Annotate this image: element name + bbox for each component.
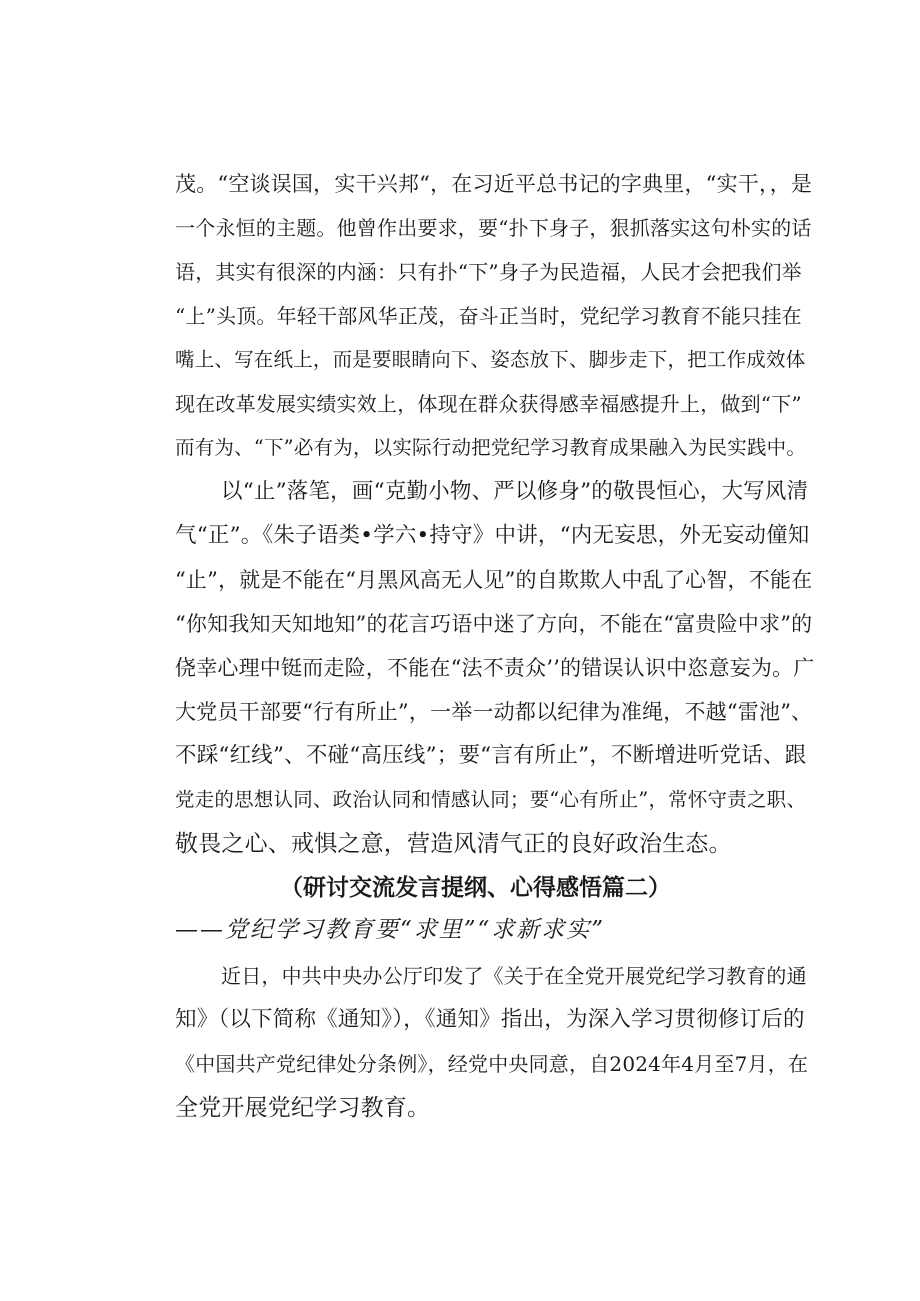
paragraph-1-line-4: “上”头顶。年轻干部风华正茂，奋斗正当时，党纪学习教育不能只挂在 <box>175 304 802 328</box>
paragraph-2-line-3: “止”，就是不能在“月黑风高无人见”的自欺欺人中乱了心智，不能在 <box>175 568 813 592</box>
paragraph-1-line-7: 而有为、“下”必有为，以实际行动把党纪学习教育成果融入为民实践中。 <box>175 436 807 459</box>
paragraph-2-line-8: 党走的思想认同、政治认同和情感认同；要“心有所止”，常怀守责之职、 <box>175 788 807 811</box>
paragraph-2-line-2: 气“正”。《朱子语类•学六•持守》中讲，“内无妄思，外无妄动僮知 <box>175 523 810 548</box>
paragraph-2-line-1: 以“止”落笔，画“克勤小物、严以修身”的敬畏恒心，大写风清 <box>221 479 809 504</box>
paragraph-1-line-3: 语，其实有很深的内涵：只有扑“下”身子为民造福，人民才会把我们举 <box>175 260 802 284</box>
paragraph-2-line-5: 侥幸心理中铤而走险，不能在“法不责众’’的错误认识中恣意妄为。广 <box>175 656 815 680</box>
paragraph-1-line-5: 嘴上、写在纸上，而是要眼睛向下、姿态放下、脚步走下，把工作成效体 <box>175 348 806 371</box>
paragraph-2-line-9: 敬畏之心、戒惧之意，营造风清气正的良好政治生态。 <box>175 831 732 857</box>
paragraph-1-line-6: 现在改革发展实绩实效上，体现在群众获得感幸福感提升上，做到“下” <box>175 392 802 416</box>
paragraph-3-line-4: 全党开展党纪学习教育。 <box>175 1095 431 1121</box>
paragraph-3-line-2: 知》（以下简称《通知》），《通知》指出，为深入学习贯彻修订后的 <box>175 1007 805 1032</box>
paragraph-2-line-7: 不踩“红线”、不碰“高压线”；要“言有所止”，不断增进听党话、跟 <box>175 743 807 768</box>
paragraph-2-line-4: “你知我知天知地知”的花言巧语中迷了方向，不能在“富贵险中求”的 <box>175 612 813 636</box>
paragraph-3-line-1: 近日，中共中央办公厅印发了《关于在全党开展党纪学习教育的通 <box>221 964 807 988</box>
paragraph-3-line-3: 《中国共产党纪律处分条例》，经党中央同意，自2024年4月至7月，在 <box>175 1052 809 1076</box>
paragraph-2-line-6: 大党员干部要“行有所止”，一举一动都以纪律为准绳，不越“雷池”、 <box>175 700 813 724</box>
paragraph-1-line-2: 一个永恒的主题。他曾作出要求，要“扑下身子，狠抓落实这句朴实的话 <box>175 216 812 240</box>
section-subtitle: ——党纪学习教育要“求里”“求新求实” <box>175 917 606 943</box>
paragraph-1-line-1: 茂。“空谈误国，实干兴邦“，在习近平总书记的字典里，“实干，，是 <box>175 172 813 196</box>
section-heading: （研讨交流发言提纲、心得感悟篇二） <box>280 875 671 901</box>
